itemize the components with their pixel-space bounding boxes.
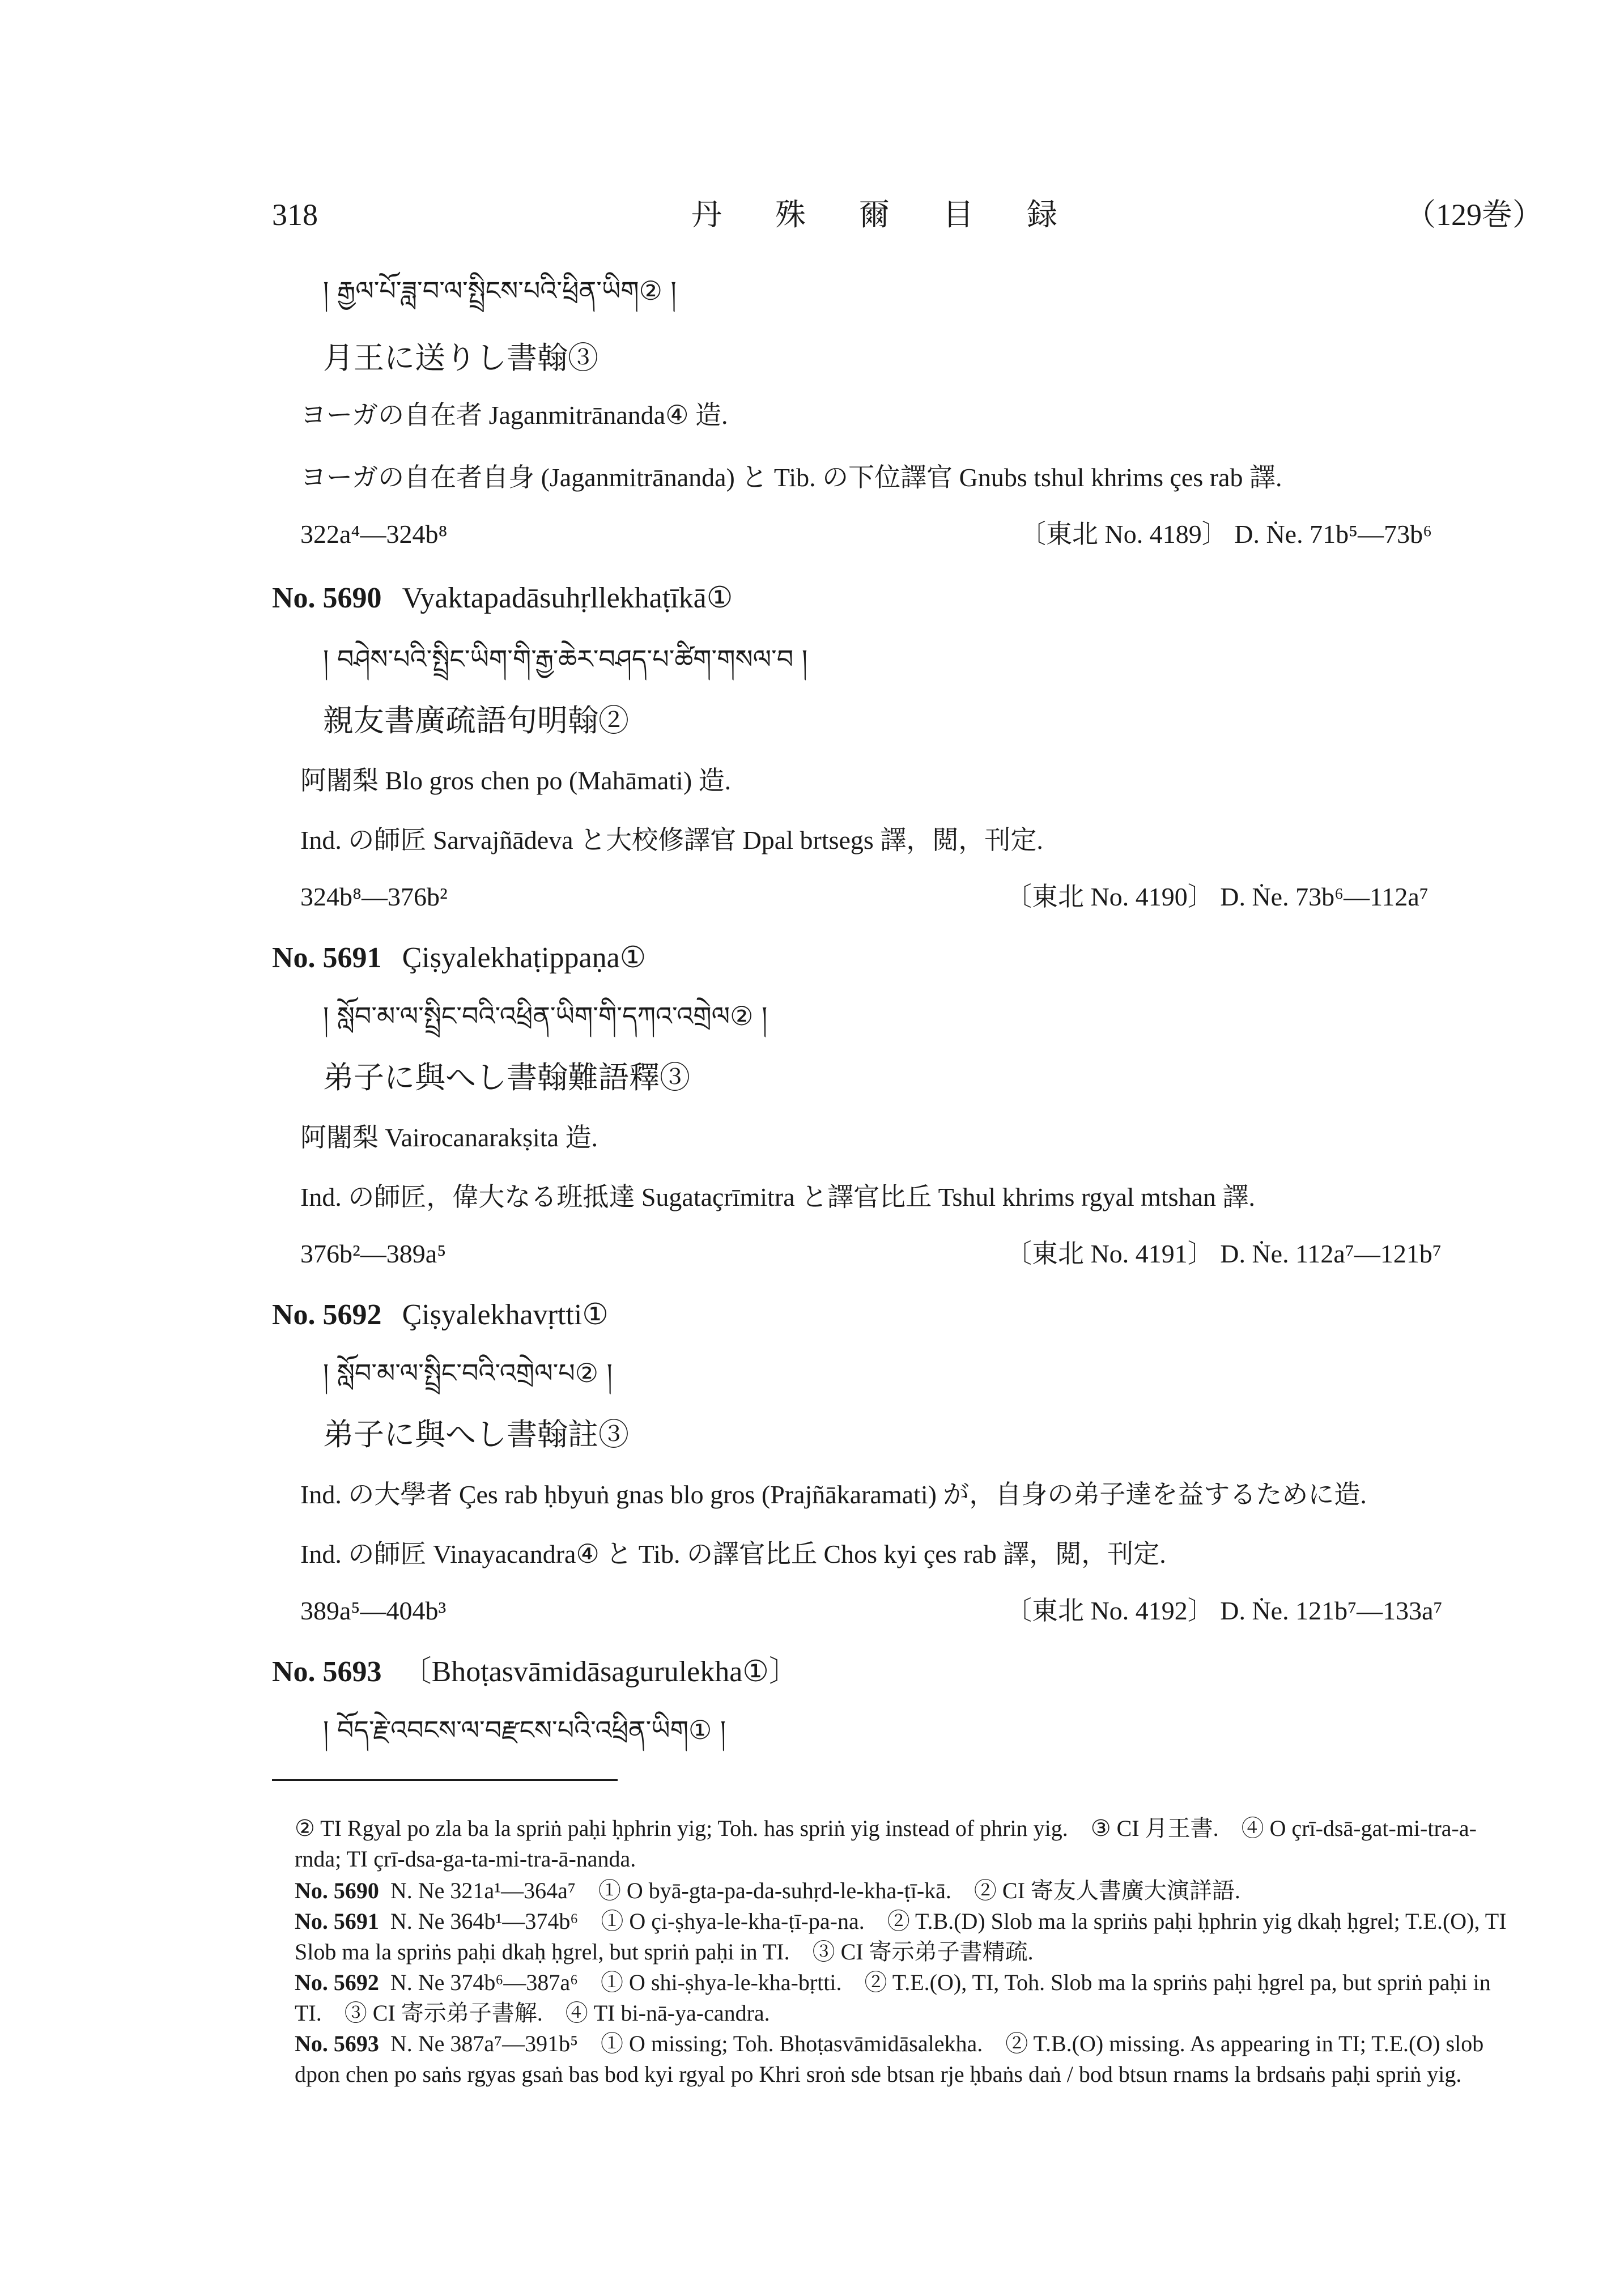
entry-heading [272,584,733,613]
page-number: 318 [272,198,318,232]
text-line: ། རྒྱལ་པོ་ཟླ་བ་ལ་སྤྲིངས་པའི་ཕྲིན་ཡིག② ། [323,275,677,306]
footnote-text: N. Ne 321a¹—364a⁷ ① O byā-gta-pa-da-suhṛd-le-kha-ṭī-kā. ② CI 寄友人書廣大演詳語. [390,1878,1240,1903]
text-line: 阿闍梨 Vairocanarakṣita 造. [300,1123,598,1152]
text-line: 〔東北 No. 4190〕 D. Ṅe. 73b⁶—112a⁷ [1006,882,1429,911]
entry-number: No. 5691 [272,942,382,974]
text-line: ། བཤེས་པའི་སྤྲིང་ཡིག་གི་རྒྱ་ཆེར་བཤད་པ་ཚིག་གསལ་བ ། [323,644,808,674]
text-line: ། སློབ་མ་ལ་སྤྲིང་བའི་འཕྲིན་ཡིག་གི་དཀའ་འགྲེལ② ། [323,1001,768,1031]
footnote-text: N. Ne 364b¹—374b⁶ ① O çi-ṣhya-le-kha-ṭī-pa-na. ② T.B.(D) Slob ma la spriṅs paḥi ḥphrin yig dkaḥ ḥgrel; T.E.(O), TI Slob ma la spriṅs paḥi dkaḥ ḥgrel, but spriṅ paḥi in TI. ③ CI 寄示弟子書精疏. [295,1908,1507,1965]
text-line: 322a⁴—324b⁸ [300,520,448,549]
entry-heading [272,943,646,973]
text-line: Ind. の師匠，偉大なる班抵達 Sugataçrīmitra と譯官比丘 Tshul khrims rgyal mtshan 譯. [300,1183,1256,1211]
footnote [295,1967,1519,2029]
footnote-text: N. Ne 374b⁶—387a⁶ ① O shi-ṣhya-le-kha-bṛtti. ② T.E.(O), TI, Toh. Slob ma la spriṅs paḥi ḥgrel pa, but spriṅ paḥi in TI. ③ CI 寄示弟子書解. ④ TI bi-nā-ya-candra. [295,1970,1491,2026]
footnote [295,2029,1519,2090]
footnote-label: No. 5693 [295,2031,379,2056]
footnote-text: ② TI Rgyal po zla ba la spriṅ paḥi ḥphrin yig; Toh. has spriṅ yig instead of phrin yig. ③ CI 月王書. ④ O çrī-dsā-gat-mi-tra-a-rnda; TI çrī-dsa-ga-ta-mi-tra-ā-nanda. [295,1815,1477,1872]
text-line: Ind. の師匠 Vinayacandra④ と Tib. の譯官比丘 Chos kyi çes rab 譯，閲，刊定. [300,1540,1166,1568]
entry-heading [272,1300,609,1330]
text-line: ヨーガの自在者自身 (Jaganmitrānanda) と Tib. の下位譯官 Gnubs tshul khrims çes rab 譯. [300,463,1282,492]
running-title: 丹 殊 爾 目 録 [691,198,1069,232]
text-line: Ind. の大學者 Çes rab ḥbyuṅ gnas blo gros (Prajñākaramati) が，自身の弟子達を益するために造. [300,1480,1367,1509]
text-line: 親友書廣疏語句明翰② [323,704,629,738]
footnote [295,1876,1519,1906]
volume-label: （129巻） [1405,198,1543,232]
footnote-label: No. 5691 [295,1908,379,1934]
footnote-rule [272,1779,618,1781]
entry-title: Vyaktapadāsuhṛllekhaṭīkā① [402,582,733,614]
text-line: Ind. の師匠 Sarvajñādeva と大校修譯官 Dpal brtsegs 譯，閲，刊定. [300,826,1043,854]
entry-heading [272,1657,798,1687]
text-line: 324b⁸—376b² [300,882,448,911]
footnote [295,1906,1519,1967]
text-line: 弟子に與へし書翰註③ [323,1418,629,1452]
text-line: 389a⁵—404b³ [300,1596,447,1625]
footnote-text: N. Ne 387a⁷—391b⁵ ① O missing; Toh. Bhoṭasvāmidāsalekha. ② T.B.(O) missing. As appearing in TI; T.E.(O) slob dpon chen po saṅs rgyas gsaṅ bas bod kyi rgyal po Khri sroṅ sde btsan rje ḥbaṅs daṅ / bod btsun rnams la brdsaṅs paḥi spriṅ yig. [295,2031,1484,2087]
entry-number: No. 5692 [272,1299,382,1331]
text-line: 〔東北 No. 4191〕 D. Ṅe. 112a⁷—121b⁷ [1006,1239,1442,1268]
text-line: 阿闍梨 Blo gros chen po (Mahāmati) 造. [300,766,732,795]
entry-title: Çiṣyalekhaṭippaṇa① [402,942,647,974]
entry-number: No. 5690 [272,582,382,614]
text-line: 376b²—389a⁵ [300,1239,447,1268]
footnote-label: No. 5690 [295,1878,379,1903]
entry-title: 〔Bhoṭasvāmidāsagurulekha①〕 [402,1656,798,1688]
entry-title: Çiṣyalekhavṛtti① [402,1299,609,1331]
text-line: 弟子に與へし書翰難語釋③ [323,1061,690,1095]
text-line: ། བོད་རྗེ་འབངས་ལ་བརྫངས་པའི་འཕྲིན་ཡིག① ། [323,1715,726,1745]
text-line: 〔東北 No. 4189〕 D. Ṅe. 71b⁵—73b⁶ [1020,520,1432,549]
text-line: ヨーガの自在者 Jaganmitrānanda④ 造. [300,401,728,430]
text-line: 月王に送りし書翰③ [323,341,598,375]
text-line: ། སློབ་མ་ལ་སྤྲིང་བའི་འགྲེལ་པ② ། [323,1358,613,1388]
text-line: 〔東北 No. 4192〕 D. Ṅe. 121b⁷—133a⁷ [1006,1596,1443,1625]
entry-number: No. 5693 [272,1656,382,1688]
footnote [295,1813,1519,1874]
footnote-label: No. 5692 [295,1970,379,1995]
